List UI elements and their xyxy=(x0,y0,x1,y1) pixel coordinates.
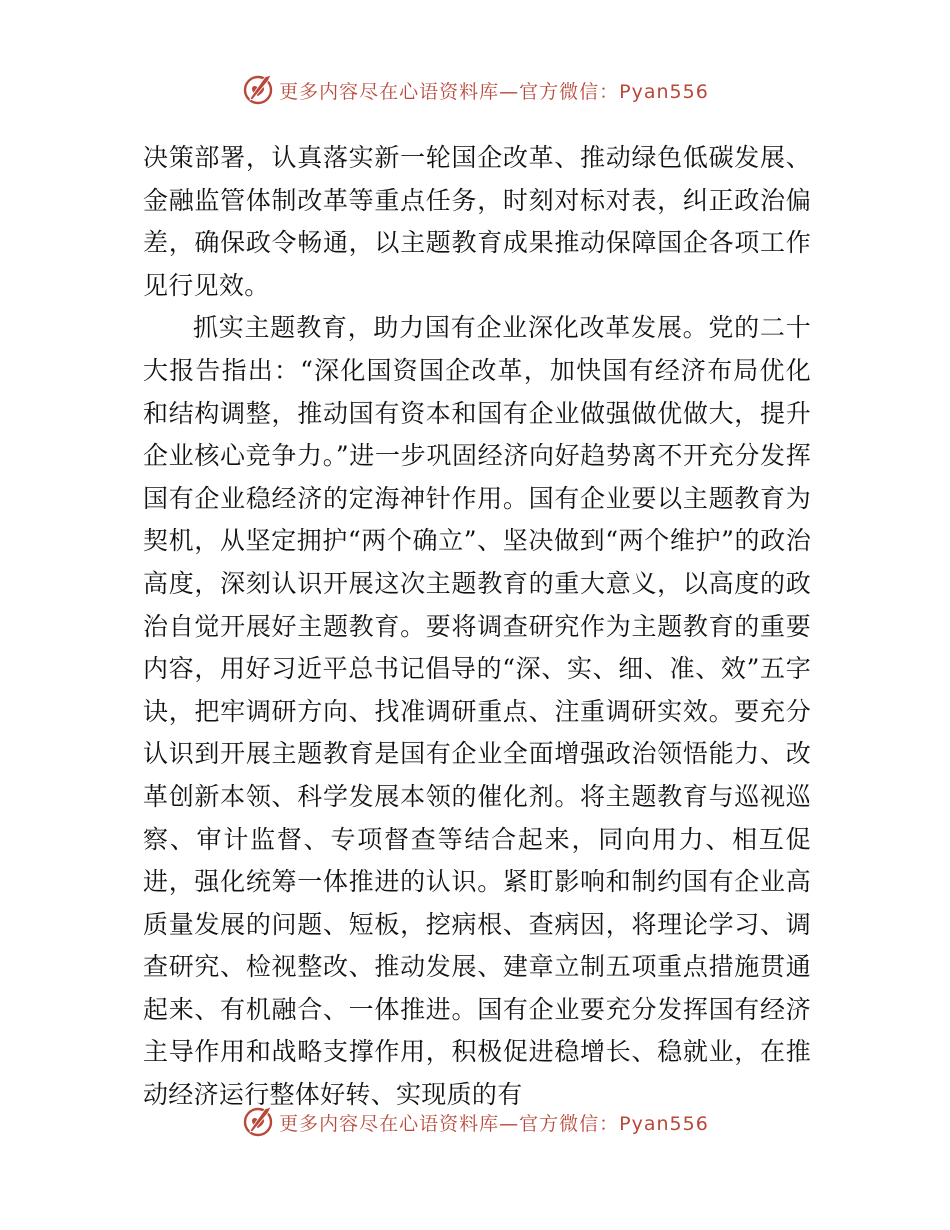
paragraph-main: 抓实主题教育，助力国有企业深化改革发展。党的二十大报告指出：“深化国资国企改革，加快国有经济布局优化和结构调整，推动国有资本和国有企业做强做优做大，提升企业核心竞争力。”进一步巩固经济向好趋势离不开充分发挥国有企业稳经济的定海神针作用。国有企业要以主题教育为契机，从坚定拥护“两个确立”、坚决做到“两个维护”的政治高度，深刻认识开展这次主题教育的重大意义，以高度的政治自觉开展好主题教育。要将调查研究作为主题教育的重要内容，用好习近平总书记倡导的“深、实、细、准、效”五字诀，把牢调研方向、找准调研重点、注重调研实效。要充分认识到开展主题教育是国有企业全面增强政治领悟能力、改革创新本领、科学发展本领的催化剂。将主题教育与巡视巡察、审计监督、专项督查等结合起来，同向用力、相互促进，强化统筹一体推进的认识。紧盯影响和制约国有企业高质量发展的问题、短板，挖病根、查病因，将理论学习、调查研究、检视整改、推动发展、建章立制五项重点措施贯通起来、有机融合、一体推进。国有企业要充分发挥国有经济主导作用和战略支撑作用，积极促进稳增长、稳就业，在推动经济运行整体好转、实现质的有 xyxy=(143,313,811,1110)
footer-watermark-banner xyxy=(0,1102,950,1142)
banner-text: 更多内容尽在心语资料库—官方微信：Pyan556 xyxy=(279,80,709,103)
pen-heart-logo-icon xyxy=(241,1105,275,1139)
pen-heart-logo-icon xyxy=(241,73,275,107)
banner-text: 更多内容尽在心语资料库—官方微信：Pyan556 xyxy=(279,1112,709,1135)
header-watermark-banner xyxy=(0,70,950,110)
paragraph-continued: 决策部署，认真落实新一轮国企改革、推动绿色低碳发展、金融监管体制改革等重点任务，时刻对标对表，纠正政治偏差，确保政令畅通，以主题教育成果推动保障国企各项工作见行见效。 xyxy=(143,143,811,300)
document-body xyxy=(143,137,811,1117)
